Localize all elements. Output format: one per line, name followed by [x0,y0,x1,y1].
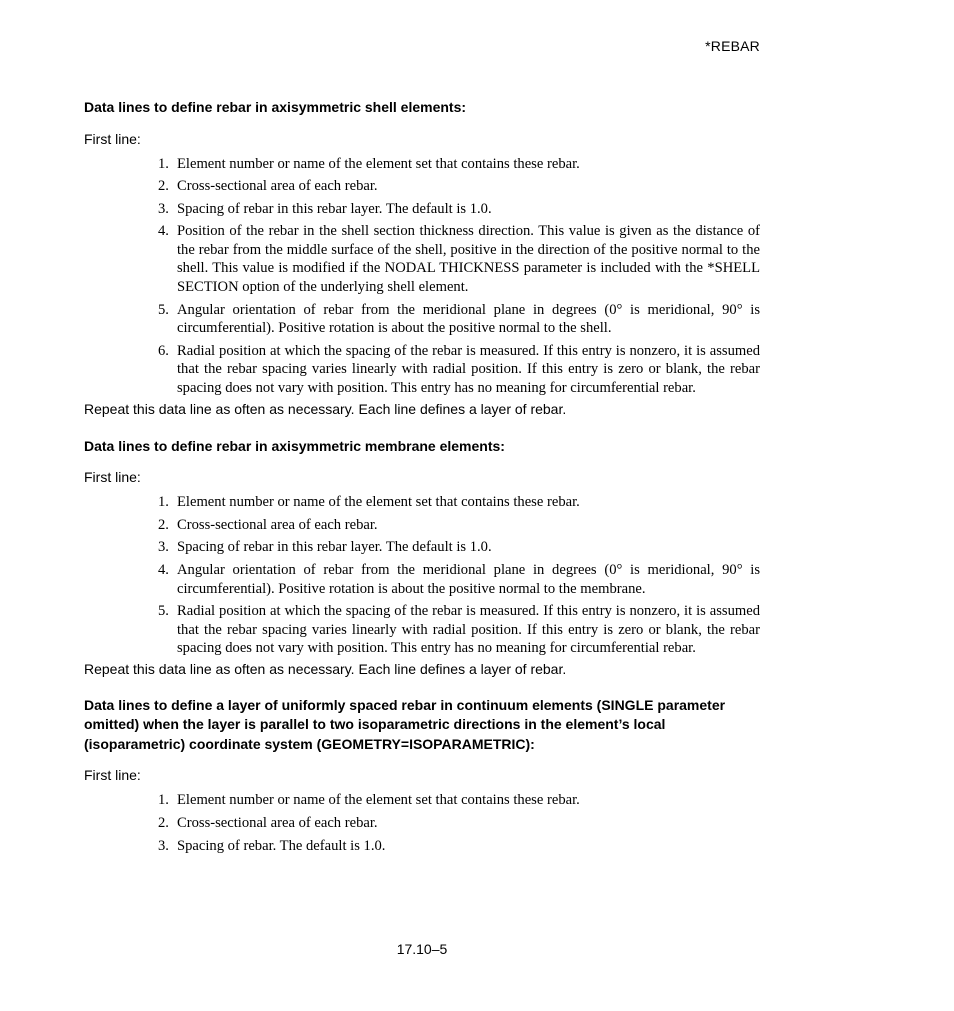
item-number: 2. [158,516,169,533]
list-item [84,177,760,196]
list-item [84,602,760,658]
item-number: 6. [158,342,169,359]
section-heading: Data lines to define rebar in axisymmetric shell elements: [84,99,467,115]
item-number: 2. [158,814,169,831]
first-line-label: First line: [84,469,141,486]
page-header: *REBAR [705,38,760,54]
page-number: 17.10–5 [396,941,448,957]
list-item [84,837,760,856]
list-item [84,538,760,557]
section-shell [84,98,760,418]
item-text: Radial position at which the spacing of the rebar is measured. If this entry is nonzero, it is assumed that the rebar spacing varies linearly with radial position. If this entry is zero or blank, the rebar spacing does not vary with position. This entry has no meaning for circumferential rebar. [177,342,760,397]
item-number: 5. [158,603,169,620]
item-number: 2. [158,178,169,195]
content [84,98,760,855]
list-item [84,516,760,535]
list-item [84,561,760,598]
item-number: 3. [158,837,169,854]
item-number: 1. [158,155,169,172]
section-heading: Data lines to define rebar in axisymmetric membrane elements: [84,437,505,454]
item-text: Element number or name of the element set that contains these rebar. [177,792,580,809]
item-text: Cross-sectional area of each rebar. [177,516,378,533]
item-number: 4. [158,223,169,240]
item-text: Radial position at which the spacing of the rebar is measured. If this entry is nonzero, it is assumed that the rebar spacing varies linearly with radial position. If this entry is zero or blank, the rebar spacing does not vary with position. This entry has no meaning for circumferential rebar. [177,603,760,657]
item-text: Angular orientation of rebar from the meridional plane in degrees (0° is meridional, 90° is circumferential). Positive rotation is about the positive normal to the shell. [177,301,760,337]
item-number: 5. [158,301,169,318]
item-number: 3. [158,539,169,556]
list-item [84,200,760,219]
item-text: Element number or name of the element set that contains these rebar. [177,155,580,172]
item-number: 3. [158,200,169,217]
list-item [84,301,760,338]
item-text: Spacing of rebar in this rebar layer. The default is 1.0. [177,539,492,556]
section-continuum [84,696,760,855]
item-list [84,493,760,658]
section-membrane [84,437,760,678]
list-item [84,791,760,810]
item-list [84,791,760,855]
repeat-note: Repeat this data line as often as necessary. Each line defines a layer of rebar. [84,400,567,417]
first-line-label: First line: [84,130,141,147]
item-list [84,155,760,398]
item-text: Spacing of rebar. The default is 1.0. [177,837,386,854]
list-item [84,814,760,833]
item-number: 4. [158,561,169,578]
item-number: 1. [158,494,169,511]
list-item [84,342,760,398]
item-text: Element number or name of the element set that contains these rebar. [177,494,580,511]
list-item [84,155,760,174]
section-heading: Data lines to define a layer of uniformly spaced rebar in continuum elements (SINGLE parameter omitted) when the layer is parallel to two isoparametric directions in the element’s local (isoparametric) coordinate system (GEOMETRY=ISOPARAMETRIC): [84,696,726,752]
first-line-label: First line: [84,767,141,784]
list-item [84,493,760,512]
item-text: Spacing of rebar in this rebar layer. The default is 1.0. [177,200,492,217]
list-item [84,222,760,296]
item-text: Angular orientation of rebar from the meridional plane in degrees (0° is meridional, 90° is circumferential). Positive rotation is about the positive normal to the membrane. [177,561,760,597]
item-text: Cross-sectional area of each rebar. [177,814,378,831]
item-number: 1. [158,792,169,809]
item-text: Position of the rebar in the shell section thickness direction. This value is given as the distance of the rebar from the middle surface of the shell, positive in the direction of the positive normal to the shell. This value is modified if the NODAL THICKNESS parameter is included with the *SHELL SECTION option of the underlying shell element. [177,223,760,296]
repeat-note: Repeat this data line as often as necessary. Each line defines a layer of rebar. [84,660,567,677]
item-text: Cross-sectional area of each rebar. [177,178,378,195]
